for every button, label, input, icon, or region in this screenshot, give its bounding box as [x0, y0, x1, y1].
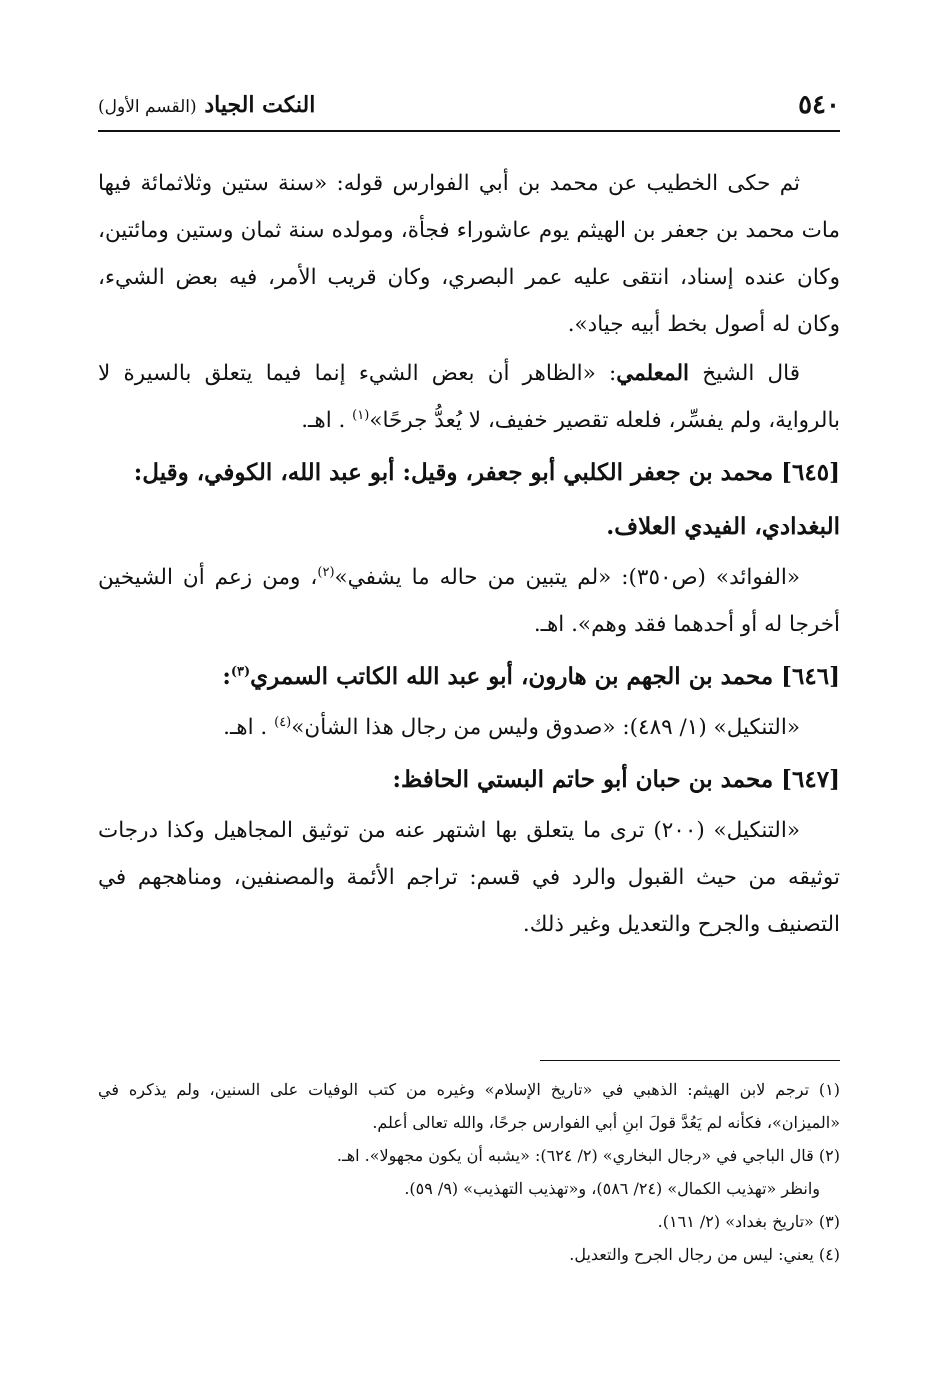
paragraph-tankil-489	[98, 704, 840, 751]
footnote-divider	[540, 1060, 840, 1061]
p2-prefix: قال الشيخ	[689, 361, 800, 386]
footnotes-section	[98, 1060, 840, 1271]
page-header	[98, 84, 840, 126]
footnote-ref-3[interactable]: (٣)	[230, 664, 251, 680]
footnote-2: (٢) قال الباجي في «رجال البخاري» (٢/ ٦٢٤): «يشبه أن يكون مجهولا». اهـ.	[336, 1146, 840, 1165]
paragraph-tankil-200: «التنكيل» (٢٠٠) ترى ما يتعلق بها اشتهر عنه من توثيق المجاهيل وكذا درجات توثيقه من حيث القبول والرد في قسم: تراجم الأئمة والمصنفين، ومناهجهم في التصنيف والجرح والتعديل وغير ذلك.	[98, 818, 840, 937]
footnote-ref-4[interactable]: (٤)	[274, 714, 292, 730]
entry646-colon: :	[222, 663, 231, 690]
p4-end: . اهـ.	[223, 715, 275, 740]
paragraph-khatib-quote: ثم حكى الخطيب عن محمد بن أبي الفوارس قوله: «سنة ستين وثلاثمائة فيها مات محمد بن جعفر بن الهيثم يوم عاشوراء فجأة، ومولده سنة ثمان وستين ومائتين، وكان عنده إسناد، انتقى عليه عمر البصري، وكان قريب الأمر، فيه بعض الشيء، وكان له أصول بخط أبيه جياد».	[98, 171, 840, 337]
footnote-2-continuation: وانظر «تهذيب الكمال» (٢٤/ ٥٨٦)، و«تهذيب التهذيب» (٩/ ٥٩).	[404, 1179, 820, 1198]
paragraph-fawaid	[98, 554, 840, 648]
p3-text: «الفوائد» (ص٣٥٠): «لم يتبين من حاله ما يشفي»	[334, 565, 800, 590]
running-title	[98, 92, 315, 118]
main-text	[98, 160, 840, 950]
entry-heading-647: [٦٤٧] محمد بن حبان أبو حاتم البستي الحافظ:	[392, 766, 840, 793]
page-number: ٥٤٠	[798, 90, 840, 120]
p2-end: . اهـ.	[301, 408, 353, 433]
footnote-1: (١) ترجم لابن الهيثم: الذهبي في «تاريخ الإسلام» وغيره من كتب الوفيات على السنين، ولم يذكره في «الميزان»، فكأنه لم يَعُدَّ قولَ ابنِ أبي الفوارس جرحًا، والله تعالى أعلم.	[98, 1080, 840, 1132]
book-title: النكت الجياد	[204, 92, 316, 118]
header-divider	[98, 130, 840, 132]
p3-end: ، ومن زعم أن الشيخين أخرجا له أو أحدهما فقد وهم». اهـ.	[98, 565, 840, 637]
p2-text: : «الظاهر أن بعض الشيء إنما فيما يتعلق بالسيرة لا بالرواية، ولم يفسِّر، فلعله تقصير خفيف، لا يُعدُّ جرحًا»	[98, 361, 840, 433]
footnote-ref-1[interactable]: (١)	[352, 407, 370, 423]
entry-heading-645: [٦٤٥] محمد بن جعفر الكلبي أبو جعفر، وقيل: أبو عبد الله، الكوفي، وقيل: البغدادي، الفيدي العلاف.	[133, 459, 840, 540]
footnote-ref-2[interactable]: (٢)	[317, 564, 335, 580]
paragraph-muallimi-comment	[98, 350, 840, 444]
section-label: (القسم الأول)	[98, 97, 197, 117]
entry-heading-646	[98, 650, 840, 704]
footnote-3: (٣) «تاريخ بغداد» (٢/ ١٦١).	[657, 1212, 840, 1231]
entry646-text: [٦٤٦] محمد بن الجهم بن هارون، أبو عبد الله الكاتب السمري	[250, 663, 840, 690]
footnote-4: (٤) يعني: ليس من رجال الجرح والتعديل.	[569, 1245, 840, 1264]
sheikh-name: المعلمي	[616, 361, 690, 386]
p4-text: «التنكيل» (١/ ٤٨٩): «صدوق وليس من رجال هذا الشأن»	[291, 715, 800, 740]
